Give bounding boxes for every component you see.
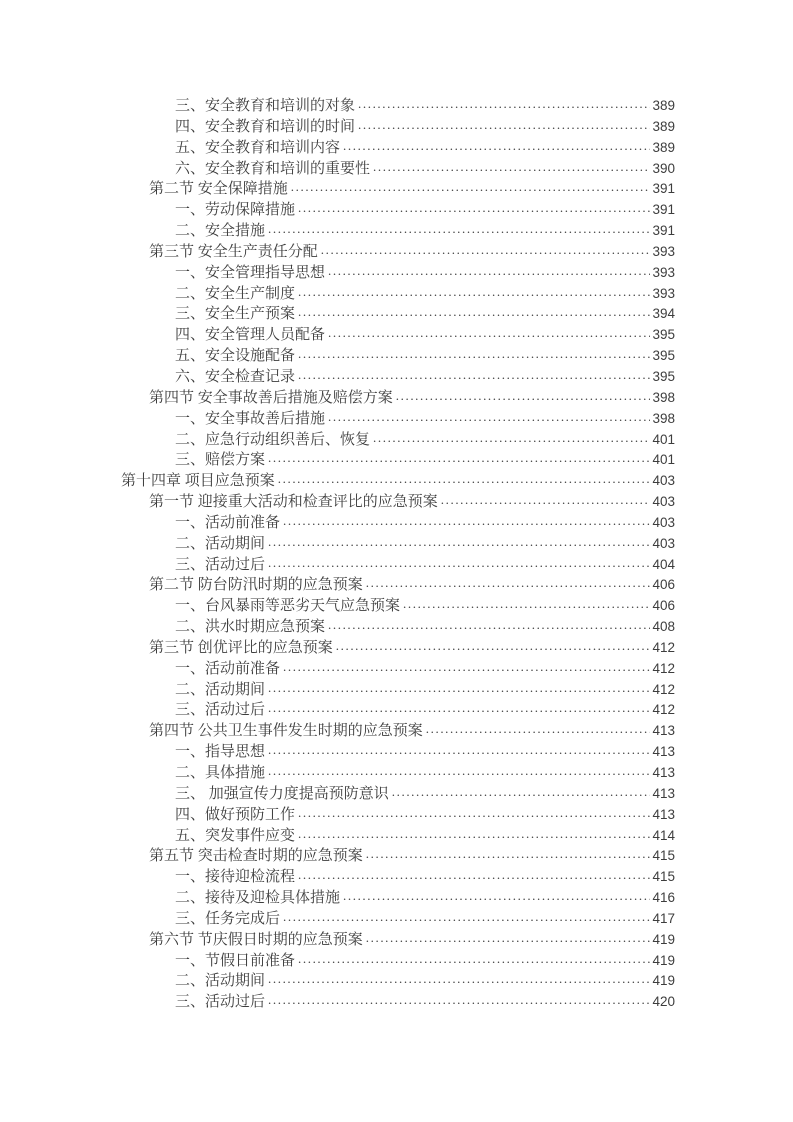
toc-entry-page-number: 413 bbox=[652, 765, 675, 780]
toc-entry bbox=[121, 971, 675, 992]
toc-entry-label: 三、安全教育和培训的对象 bbox=[175, 98, 356, 114]
toc-entry bbox=[121, 304, 675, 325]
dot-leader bbox=[283, 513, 650, 534]
toc-entry-page-number: 419 bbox=[652, 952, 675, 968]
toc-entry-page-number: 391 bbox=[652, 223, 675, 239]
toc-entry bbox=[121, 909, 675, 930]
toc-entry-label: 一、台风暴雨等恶劣天气应急预案 bbox=[175, 598, 401, 615]
toc-entry-page-number: 419 bbox=[652, 931, 675, 947]
toc-entry bbox=[121, 96, 675, 117]
toc-entry-page-number: 391 bbox=[652, 181, 675, 197]
dot-leader bbox=[336, 638, 651, 659]
toc-entry-page-number: 403 bbox=[652, 473, 675, 489]
dot-leader bbox=[321, 242, 651, 263]
toc-entry-label: 二、应急行动组织善后、恢复 bbox=[175, 431, 371, 448]
toc-entry bbox=[121, 826, 675, 847]
toc-entry-page-number: 413 bbox=[652, 785, 675, 801]
toc-entry-page-number: 412 bbox=[652, 702, 675, 718]
toc-entry-label: 二、安全措施 bbox=[175, 223, 266, 240]
dot-leader bbox=[403, 596, 650, 617]
toc-entry-page-number: 417 bbox=[652, 910, 675, 926]
toc-entry-label: 一、指导思想 bbox=[175, 744, 266, 761]
toc-entry-page-number: 413 bbox=[652, 723, 675, 739]
toc-entry-page-number: 390 bbox=[652, 160, 675, 176]
toc-entry-label: 五、突发事件应变 bbox=[175, 827, 296, 844]
dot-leader bbox=[358, 117, 650, 138]
dot-leader bbox=[426, 721, 651, 742]
dot-leader bbox=[278, 471, 651, 492]
dot-leader bbox=[366, 846, 651, 867]
toc-entry-label: 第四节 安全事故善后措施及赔偿方案 bbox=[149, 389, 393, 406]
dot-leader bbox=[298, 805, 650, 826]
dot-leader bbox=[268, 534, 650, 555]
dot-leader bbox=[358, 96, 650, 117]
toc-entry bbox=[121, 617, 675, 638]
toc-entry-label: 第一节 迎接重大活动和检查评比的应急预案 bbox=[149, 494, 438, 511]
dot-leader bbox=[298, 867, 650, 888]
toc-entry-label: 一、安全管理指导思想 bbox=[175, 264, 326, 281]
toc-entry-page-number: 393 bbox=[652, 285, 675, 301]
dot-leader bbox=[268, 992, 650, 1013]
toc-entry-page-number: 412 bbox=[652, 660, 675, 676]
toc-entry-label: 三、安全生产预案 bbox=[175, 306, 296, 323]
toc-entry bbox=[121, 367, 675, 388]
toc-entry-label: 第六节 节庆假日时期的应急预案 bbox=[149, 931, 363, 948]
toc-entry bbox=[121, 430, 675, 451]
dot-leader bbox=[298, 951, 650, 972]
toc-entry-label: 五、安全设施配备 bbox=[175, 348, 296, 365]
toc-entry bbox=[121, 992, 675, 1013]
toc-entry-label: 一、活动前准备 bbox=[175, 660, 281, 677]
toc-entry-label: 一、安全事故善后措施 bbox=[175, 410, 326, 427]
toc-entry bbox=[121, 700, 675, 721]
toc-entry bbox=[121, 346, 675, 367]
toc-entry-page-number: 395 bbox=[652, 348, 675, 364]
dot-leader bbox=[291, 179, 651, 200]
toc-entry-label: 二、活动期间 bbox=[175, 681, 266, 698]
toc-entry-label: 第三节 创优评比的应急预案 bbox=[149, 639, 333, 656]
dot-leader bbox=[268, 221, 650, 242]
toc-entry bbox=[121, 513, 675, 534]
toc-entry bbox=[121, 179, 675, 200]
toc-entry-label: 二、具体措施 bbox=[175, 765, 266, 781]
dot-leader bbox=[298, 826, 650, 847]
dot-leader bbox=[366, 575, 651, 596]
toc-entry bbox=[121, 117, 675, 138]
toc-entry-page-number: 413 bbox=[652, 744, 675, 760]
toc-entry bbox=[121, 492, 675, 513]
toc-entry bbox=[121, 409, 675, 430]
dot-leader bbox=[328, 263, 650, 284]
toc-entry bbox=[121, 450, 675, 471]
dot-leader bbox=[298, 367, 650, 388]
toc-entry-label: 一、节假日前准备 bbox=[175, 952, 296, 969]
toc-entry-page-number: 415 bbox=[652, 848, 675, 864]
toc-entry-page-number: 401 bbox=[652, 452, 675, 468]
dot-leader bbox=[298, 200, 650, 221]
toc-entry-page-number: 408 bbox=[652, 619, 675, 635]
toc-entry bbox=[121, 388, 675, 409]
toc-entry-label: 二、安全生产制度 bbox=[175, 285, 296, 302]
toc-entry bbox=[121, 575, 675, 596]
dot-leader bbox=[268, 555, 650, 576]
toc-entry-label: 二、接待及迎检具体措施 bbox=[175, 890, 341, 907]
dot-leader bbox=[328, 409, 650, 430]
dot-leader bbox=[268, 971, 650, 992]
toc-entry bbox=[121, 805, 675, 826]
dot-leader bbox=[366, 930, 651, 951]
toc-entry-page-number: 414 bbox=[652, 827, 675, 843]
toc-entry bbox=[121, 159, 675, 180]
toc-entry-page-number: 389 bbox=[652, 118, 675, 134]
toc-entry-page-number: 415 bbox=[652, 869, 675, 885]
dot-leader bbox=[268, 450, 650, 471]
dot-leader bbox=[298, 346, 650, 367]
toc-entry bbox=[121, 325, 675, 346]
toc-entry-page-number: 412 bbox=[652, 681, 675, 697]
toc-entry bbox=[121, 867, 675, 888]
toc-entry bbox=[121, 284, 675, 305]
toc-entry-label: 二、洪水时期应急预案 bbox=[175, 619, 326, 636]
toc-entry-label: 二、活动期间 bbox=[175, 535, 266, 552]
toc-entry-label: 三、活动过后 bbox=[175, 994, 266, 1011]
toc-entry-label: 第十四章 项目应急预案 bbox=[121, 473, 275, 490]
toc-entry bbox=[121, 200, 675, 221]
toc-entry-page-number: 395 bbox=[652, 327, 675, 343]
toc-entry-page-number: 393 bbox=[652, 264, 675, 280]
toc-entry-label: 第三节 安全生产责任分配 bbox=[149, 243, 318, 260]
toc-entry-page-number: 404 bbox=[652, 556, 675, 572]
toc-entry-label: 三、活动过后 bbox=[175, 702, 266, 719]
toc-entry-page-number: 406 bbox=[652, 598, 675, 614]
toc-entry-page-number: 403 bbox=[652, 494, 675, 510]
toc-entry-label: 一、活动前准备 bbox=[175, 514, 281, 531]
toc-entry-page-number: 394 bbox=[652, 306, 675, 322]
toc-entry bbox=[121, 242, 675, 263]
dot-leader bbox=[373, 430, 650, 451]
toc-entry-page-number: 420 bbox=[652, 994, 675, 1010]
toc-entry-label: 一、接待迎检流程 bbox=[175, 869, 296, 886]
dot-leader bbox=[396, 388, 651, 409]
toc-entry bbox=[121, 659, 675, 680]
toc-entry-page-number: 403 bbox=[652, 514, 675, 530]
toc-entry-page-number: 419 bbox=[652, 973, 675, 989]
dot-leader bbox=[298, 284, 650, 305]
dot-leader bbox=[392, 784, 651, 805]
toc-entry-page-number: 395 bbox=[652, 368, 675, 384]
toc-entry-page-number: 416 bbox=[652, 890, 675, 906]
toc-entry-label: 三、活动过后 bbox=[175, 556, 266, 573]
toc-entry-label: 五、安全教育和培训内容 bbox=[175, 139, 341, 156]
toc-entry bbox=[121, 930, 675, 951]
toc-entry-label: 三、任务完成后 bbox=[175, 910, 281, 927]
dot-leader bbox=[328, 617, 650, 638]
dot-leader bbox=[328, 325, 650, 346]
toc-entry bbox=[121, 763, 675, 784]
toc-entry-page-number: 393 bbox=[652, 243, 675, 259]
toc-entry-label: 四、做好预防工作 bbox=[175, 806, 296, 823]
table-of-contents bbox=[121, 96, 675, 1013]
dot-leader bbox=[298, 304, 650, 325]
dot-leader bbox=[268, 700, 650, 721]
toc-entry-label: 六、安全教育和培训的重要性 bbox=[175, 160, 371, 177]
toc-entry bbox=[121, 680, 675, 701]
dot-leader bbox=[283, 659, 650, 680]
toc-entry bbox=[121, 846, 675, 867]
toc-entry bbox=[121, 138, 675, 159]
dot-leader bbox=[268, 680, 650, 701]
toc-entry bbox=[121, 471, 675, 492]
dot-leader bbox=[268, 742, 650, 763]
toc-entry-label: 第四节 公共卫生事件发生时期的应急预案 bbox=[149, 723, 423, 740]
toc-entry-page-number: 412 bbox=[652, 639, 675, 655]
toc-entry-label: 第二节 安全保障措施 bbox=[149, 181, 288, 198]
toc-entry-page-number: 413 bbox=[652, 806, 675, 822]
dot-leader bbox=[441, 492, 651, 513]
toc-entry-label: 第二节 防台防汛时期的应急预案 bbox=[149, 577, 363, 594]
toc-entry-page-number: 389 bbox=[652, 98, 675, 113]
toc-entry bbox=[121, 951, 675, 972]
toc-entry bbox=[121, 534, 675, 555]
toc-entry bbox=[121, 638, 675, 659]
dot-leader bbox=[268, 763, 650, 784]
toc-entry-label: 四、安全管理人员配备 bbox=[175, 327, 326, 344]
toc-entry bbox=[121, 263, 675, 284]
toc-entry bbox=[121, 596, 675, 617]
toc-entry-label: 六、安全检查记录 bbox=[175, 368, 296, 385]
dot-leader bbox=[343, 138, 650, 159]
toc-entry-label: 二、活动期间 bbox=[175, 973, 266, 990]
dot-leader bbox=[343, 888, 650, 909]
toc-entry bbox=[121, 888, 675, 909]
toc-entry-page-number: 398 bbox=[652, 410, 675, 426]
toc-entry-page-number: 391 bbox=[652, 202, 675, 218]
toc-entry-page-number: 389 bbox=[652, 139, 675, 155]
toc-entry-page-number: 403 bbox=[652, 535, 675, 551]
toc-entry bbox=[121, 742, 675, 763]
toc-entry bbox=[121, 221, 675, 242]
toc-entry-label: 第五节 突击检查时期的应急预案 bbox=[149, 848, 363, 865]
toc-entry bbox=[121, 721, 675, 742]
toc-entry-page-number: 401 bbox=[652, 431, 675, 447]
toc-entry-label: 一、劳动保障措施 bbox=[175, 202, 296, 219]
toc-entry bbox=[121, 555, 675, 576]
toc-entry-label: 三、 加强宣传力度提高预防意识 bbox=[175, 785, 389, 802]
toc-entry-label: 四、安全教育和培训的时间 bbox=[175, 118, 356, 135]
toc-entry-label: 三、赔偿方案 bbox=[175, 452, 266, 469]
toc-entry-page-number: 406 bbox=[652, 577, 675, 593]
toc-entry bbox=[121, 784, 675, 805]
dot-leader bbox=[373, 159, 650, 180]
toc-entry-page-number: 398 bbox=[652, 389, 675, 405]
dot-leader bbox=[283, 909, 650, 930]
